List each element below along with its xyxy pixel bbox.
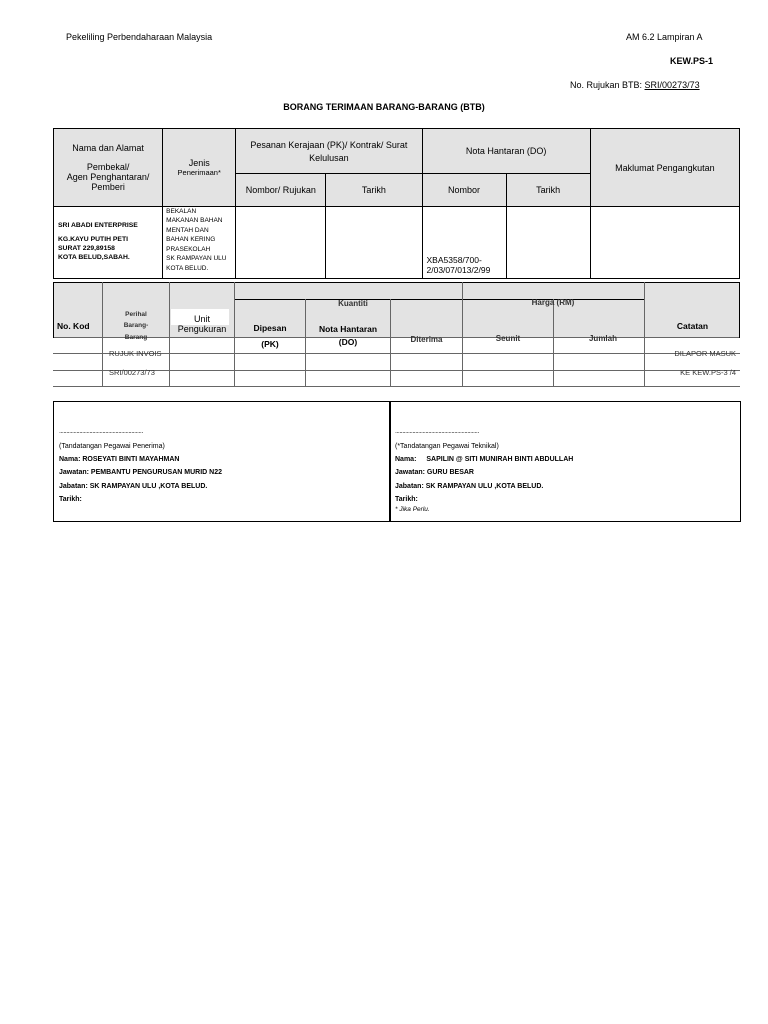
receiver-signature-box: [53, 401, 391, 522]
dipesan-header-line: (PK): [261, 339, 279, 350]
perihal-header-line: Barang-: [123, 322, 149, 330]
unit-header-line: Pengukuran: [177, 324, 227, 334]
jenis-line: SK RAMPAYAN ULU: [166, 255, 227, 263]
appendix-label: AM 6.2 Lampiran A: [626, 32, 703, 42]
seunit-header: Seunit: [495, 334, 521, 343]
harga-header: Harga (RM): [531, 298, 575, 307]
technical-date-label: Tarikh:: [395, 496, 418, 503]
supplier-header-line: Pemberi: [91, 182, 125, 192]
technical-signature-box: [389, 401, 741, 522]
pk-tarikh-cell: [326, 207, 422, 279]
kuantiti-header: Kuantiti: [338, 299, 368, 308]
perihal-header: [103, 309, 169, 343]
nota-header-line: (DO): [338, 336, 358, 347]
grid-line: [53, 370, 740, 371]
jenis-line: BAHAN KERING: [166, 236, 216, 244]
do-tarikh-header: Tarikh: [506, 174, 590, 207]
technical-dept-line: [395, 483, 543, 490]
maklumat-cell: [590, 207, 739, 279]
reference-value: SRI/00273/73: [644, 80, 700, 90]
grid-line: [53, 282, 740, 283]
signature-dots: ..........................................................: [59, 428, 143, 435]
pk-header-line: Pesanan Kerajaan (PK)/ Kontrak/ Surat: [250, 139, 408, 150]
jenis-header-line: Jenis: [188, 158, 210, 168]
receiver-role: (Tandatangan Pegawai Penerima): [59, 443, 165, 450]
receiver-name: ROSEYATI BINTI MAYAHMAN: [82, 456, 180, 463]
technical-post-line: [395, 469, 474, 476]
receiver-dept-label: Jabatan:: [59, 483, 88, 490]
row2-perihal: SRI/00273/73: [109, 368, 155, 377]
jenis-line: MAKANAN BAHAN: [166, 217, 223, 225]
grid-line: [53, 386, 740, 387]
grid-line: [553, 299, 554, 387]
do-header: Nota Hantaran (DO): [422, 129, 590, 174]
form-code: KEW.PS-1: [670, 56, 714, 66]
row1-perihal: RUJUK INVOIS: [109, 349, 162, 358]
do-number: XBA5358/700-: [426, 255, 482, 265]
jenis-line: BEKALAN: [166, 208, 197, 215]
jenis-line: KOTA BELUD.: [166, 264, 209, 272]
pk-header: [236, 129, 422, 174]
jumlah-header: Jumlah: [588, 334, 617, 343]
footnote: * Jika Perlu.: [395, 506, 430, 513]
reference-number: [570, 80, 700, 90]
pk-header-line: Kelulusan: [309, 152, 349, 163]
receiver-name-label: Nama:: [59, 456, 81, 463]
jenis-header-line: Penerimaan*: [177, 168, 221, 177]
row2-catatan: KE KEW.PS-3 /4: [680, 368, 736, 377]
pk-tarikh-header: Tarikh: [326, 174, 422, 207]
technical-name-line: [395, 456, 573, 463]
do-nombor-cell: [422, 207, 506, 279]
technical-post: GURU BESAR: [426, 469, 474, 476]
technical-dept: SK RAMPAYAN ULU ,KOTA BELUD.: [425, 483, 544, 490]
receiver-post: PEMBANTU PENGURUSAN MURID N22: [90, 469, 222, 476]
signature-dots: ..........................................................: [395, 428, 479, 435]
jenis-line: PRASEKOLAH: [166, 245, 211, 253]
technical-role: (*Tandatangan Pegawai Teknikal): [395, 443, 499, 450]
receiver-date-label: Tarikh:: [59, 496, 82, 503]
jenis-header: [163, 129, 236, 207]
items-table: [53, 282, 740, 387]
receiver-post-line: [59, 469, 222, 476]
jenis-line: MENTAH DAN: [166, 226, 209, 234]
dipesan-header: [235, 320, 305, 352]
jenis-cell: [163, 207, 236, 279]
reference-label: No. Rujukan BTB:: [570, 80, 643, 90]
circular-source: Pekeliling Perbendaharaan Malaysia: [66, 32, 213, 42]
receiver-dept: SK RAMPAYAN ULU ,KOTA BELUD.: [89, 483, 208, 490]
technical-name: SAPILIN @ SITI MUNIRAH BINTI ABDULLAH: [426, 456, 574, 463]
supplier-header: [54, 129, 163, 207]
grid-line: [169, 282, 170, 387]
dipesan-header-line: Dipesan: [253, 323, 287, 333]
do-tarikh-cell: [506, 207, 590, 279]
supplier-table: [53, 128, 740, 279]
unit-header: [170, 314, 234, 334]
receiver-name-line: [59, 456, 179, 463]
supplier-header-line: Pembekal/: [86, 162, 130, 172]
form-title: BORANG TERIMAAN BARANG-BARANG (BTB): [283, 102, 485, 112]
diterima-header: Diterima: [410, 335, 443, 344]
do-number: 2/03/07/013/2/99: [426, 265, 491, 275]
supplier-address: KOTA BELUD,SABAH.: [58, 253, 130, 261]
nota-header: [306, 323, 390, 349]
row1-catatan: DILAPOR MASUK: [674, 349, 736, 358]
supplier-header-line: Nama dan Alamat: [72, 143, 144, 153]
supplier-address: KG.KAYU PUTIH PETI: [58, 236, 128, 244]
do-nombor-header: Nombor: [422, 174, 506, 207]
receiver-dept-line: [59, 483, 207, 490]
nokod-header: No. Kod: [57, 321, 90, 331]
technical-dept-label: Jabatan:: [395, 483, 424, 490]
catatan-header: Catatan: [676, 321, 709, 331]
receiver-post-label: Jawatan:: [59, 469, 89, 476]
grid-line: [53, 282, 54, 338]
perihal-header-line: Perihal: [125, 311, 147, 318]
supplier-name: SRI ABADI ENTERPRISE: [58, 222, 138, 230]
perihal-header-line: Barang: [124, 333, 148, 341]
pk-nombor-header: Nombor/ Rujukan: [236, 174, 326, 207]
maklumat-header: Maklumat Pengangkutan: [590, 129, 739, 207]
supplier-address: SURAT 229,89158: [58, 245, 115, 252]
supplier-header-line: Agen Penghantaran/: [66, 172, 150, 182]
technical-name-label: Nama:: [395, 456, 417, 463]
pk-nombor-cell: [236, 207, 326, 279]
unit-header-line: Unit: [193, 314, 210, 324]
supplier-cell: [54, 207, 163, 279]
technical-post-label: Jawatan:: [395, 469, 425, 476]
nota-header-line: Nota Hantaran: [318, 324, 378, 334]
